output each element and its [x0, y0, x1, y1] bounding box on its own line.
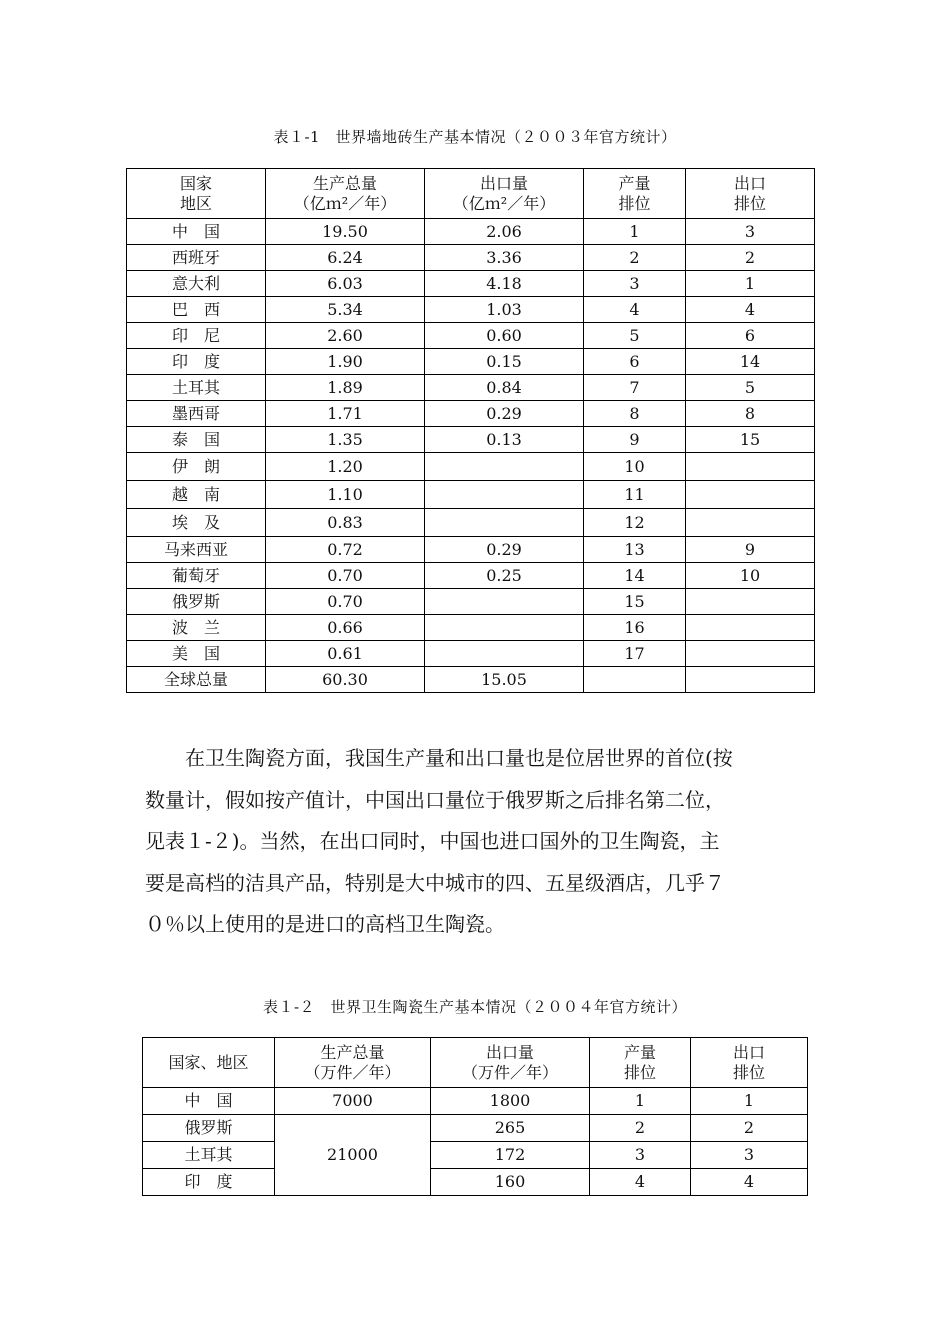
header-line: （万件／年） [304, 1062, 401, 1082]
table-row [127, 453, 815, 481]
cell: 6.24 [266, 245, 425, 271]
header-line: 排位 [618, 193, 651, 213]
cell: 0.15 [425, 349, 584, 375]
table-row [127, 349, 815, 375]
cell: 美 国 [127, 641, 266, 667]
table-row [127, 563, 815, 589]
cell [425, 453, 584, 481]
cell [425, 615, 584, 641]
table-row [127, 481, 815, 509]
cell: 5.34 [266, 297, 425, 323]
cell: 15 [584, 589, 686, 615]
table-row [127, 641, 815, 667]
cell: 0.29 [425, 401, 584, 427]
header-export-rank [691, 1038, 808, 1088]
cell: 埃 及 [127, 509, 266, 537]
cell: 8 [584, 401, 686, 427]
table-row [127, 271, 815, 297]
cell: 2 [691, 1115, 808, 1142]
cell: 巴 西 [127, 297, 266, 323]
cell: 3 [584, 271, 686, 297]
header-production-rank [584, 169, 686, 219]
cell: 0.61 [266, 641, 425, 667]
cell: 1.71 [266, 401, 425, 427]
table-row [143, 1115, 808, 1142]
cell: 7000 [275, 1088, 431, 1115]
cell: 马来西亚 [127, 537, 266, 563]
cell: 1800 [431, 1088, 590, 1115]
cell: 全球总量 [127, 667, 266, 693]
cell: 4 [590, 1169, 691, 1196]
merged-production-cell: 21000 [275, 1115, 431, 1196]
cell: 土耳其 [143, 1142, 275, 1169]
header-production [266, 169, 425, 219]
cell: 波 兰 [127, 615, 266, 641]
cell [425, 589, 584, 615]
cell: 11 [584, 481, 686, 509]
header-export-rank [686, 169, 815, 219]
cell: 俄罗斯 [127, 589, 266, 615]
cell: 5 [686, 375, 815, 401]
cell [425, 509, 584, 537]
header-line: 地区 [179, 193, 212, 213]
tile-production-table [126, 168, 815, 693]
header-line: 排位 [733, 193, 766, 213]
cell: 7 [584, 375, 686, 401]
header-production-rank [590, 1038, 691, 1088]
cell: 4 [584, 297, 686, 323]
table-row [127, 245, 815, 271]
cell: 印 尼 [127, 323, 266, 349]
cell: 2.60 [266, 323, 425, 349]
header-line: 出口 [733, 173, 766, 193]
cell: 3 [691, 1142, 808, 1169]
cell: 中 国 [127, 219, 266, 245]
cell: 印 度 [127, 349, 266, 375]
cell: 5 [584, 323, 686, 349]
header-line: 产量 [623, 1042, 656, 1062]
header-line: 出口量 [479, 173, 528, 193]
cell: 2 [686, 245, 815, 271]
table1-body [127, 219, 815, 693]
cell: 3 [590, 1142, 691, 1169]
cell: 14 [686, 349, 815, 375]
paragraph-line: 在卫生陶瓷方面，我国生产量和出口量也是位居世界的首位(按 [145, 746, 733, 770]
header-line: 出口 [732, 1042, 765, 1062]
table-row [127, 323, 815, 349]
cell: 10 [584, 453, 686, 481]
header-line: （万件／年） [461, 1062, 558, 1082]
cell: 1 [686, 271, 815, 297]
cell: 4.18 [425, 271, 584, 297]
cell: 60.30 [266, 667, 425, 693]
cell: 意大利 [127, 271, 266, 297]
cell: 13 [584, 537, 686, 563]
header-line: 生产总量 [312, 173, 377, 193]
cell: 墨西哥 [127, 401, 266, 427]
header-line: 出口量 [485, 1042, 534, 1062]
paragraph-line: 数量计，假如按产值计，中国出口量位于俄罗斯之后排名第二位， [145, 787, 725, 812]
cell: 土耳其 [127, 375, 266, 401]
cell: 葡萄牙 [127, 563, 266, 589]
cell: 2 [590, 1115, 691, 1142]
header-country [127, 169, 266, 219]
cell: 1 [691, 1088, 808, 1115]
table-header-row [143, 1038, 808, 1088]
header-production [275, 1038, 431, 1088]
cell: 0.29 [425, 537, 584, 563]
cell: 0.84 [425, 375, 584, 401]
cell: 16 [584, 615, 686, 641]
cell: 9 [584, 427, 686, 453]
cell: 0.66 [266, 615, 425, 641]
table-row [143, 1142, 808, 1169]
table-row [143, 1088, 808, 1115]
cell [686, 667, 815, 693]
cell: 8 [686, 401, 815, 427]
header-export [431, 1038, 590, 1088]
cell: 3 [686, 219, 815, 245]
cell [686, 589, 815, 615]
header-line: 排位 [732, 1062, 765, 1082]
header-line: 生产总量 [320, 1042, 385, 1062]
table-row [127, 401, 815, 427]
cell: 0.70 [266, 589, 425, 615]
cell: 2 [584, 245, 686, 271]
table-header-row [127, 169, 815, 219]
table-row [127, 427, 815, 453]
cell: 1.35 [266, 427, 425, 453]
cell: 2.06 [425, 219, 584, 245]
cell: 6 [584, 349, 686, 375]
cell: 17 [584, 641, 686, 667]
table-row [127, 589, 815, 615]
header-line: （亿ｍ²／年） [293, 193, 397, 213]
table2-caption: 表１-２ 世界卫生陶瓷生产基本情况（２００４年官方统计） [262, 998, 688, 1016]
cell: 15.05 [425, 667, 584, 693]
cell: 1.20 [266, 453, 425, 481]
cell: 14 [584, 563, 686, 589]
cell [425, 481, 584, 509]
cell: 15 [686, 427, 815, 453]
cell: 265 [431, 1115, 590, 1142]
cell [686, 509, 815, 537]
cell: 3.36 [425, 245, 584, 271]
header-line: 排位 [623, 1062, 656, 1082]
header-country: 国家、地区 [143, 1038, 275, 1088]
cell: 0.60 [425, 323, 584, 349]
sanitary-ceramics-table [142, 1037, 808, 1196]
cell [425, 641, 584, 667]
cell: 160 [431, 1169, 590, 1196]
cell: 1.03 [425, 297, 584, 323]
cell: 1 [584, 219, 686, 245]
cell: 1.10 [266, 481, 425, 509]
cell: 泰 国 [127, 427, 266, 453]
cell: 0.13 [425, 427, 584, 453]
table-row [127, 219, 815, 245]
cell: 6 [686, 323, 815, 349]
cell: 0.83 [266, 509, 425, 537]
cell: 西班牙 [127, 245, 266, 271]
header-export [425, 169, 584, 219]
cell: 伊 朗 [127, 453, 266, 481]
header-line: 国家 [179, 173, 212, 193]
cell [686, 481, 815, 509]
cell: 1.90 [266, 349, 425, 375]
cell: 6.03 [266, 271, 425, 297]
paragraph-line: 要是高档的洁具产品，特别是大中城市的四、五星级酒店，几乎７ [145, 870, 725, 895]
table-row [127, 297, 815, 323]
ceramics-paragraph [145, 738, 810, 946]
header-line: （亿ｍ²／年） [452, 193, 556, 213]
table1-caption: 表１-1 世界墙地砖生产基本情况（２００３年官方统计） [273, 128, 677, 146]
cell: 0.70 [266, 563, 425, 589]
cell: 4 [691, 1169, 808, 1196]
cell: 越 南 [127, 481, 266, 509]
paragraph-line: 见表１-２)。当然，在出口同时，中国也进口国外的卫生陶瓷，主 [145, 829, 720, 853]
header-line: 产量 [618, 173, 651, 193]
table-row [127, 667, 815, 693]
paragraph-line: ０％以上使用的是进口的高档卫生陶瓷。 [145, 912, 505, 936]
cell: 中 国 [143, 1088, 275, 1115]
cell [584, 667, 686, 693]
table-row [127, 509, 815, 537]
table-row [143, 1169, 808, 1196]
table-row [127, 375, 815, 401]
cell [686, 615, 815, 641]
table-row [127, 537, 815, 563]
cell: 0.25 [425, 563, 584, 589]
cell: 1.89 [266, 375, 425, 401]
cell: 俄罗斯 [143, 1115, 275, 1142]
cell: 4 [686, 297, 815, 323]
table-row [127, 615, 815, 641]
cell: 0.72 [266, 537, 425, 563]
cell [686, 453, 815, 481]
cell [686, 641, 815, 667]
cell: 19.50 [266, 219, 425, 245]
cell: 12 [584, 509, 686, 537]
cell: 172 [431, 1142, 590, 1169]
cell: 印 度 [143, 1169, 275, 1196]
cell: 1 [590, 1088, 691, 1115]
cell: 9 [686, 537, 815, 563]
cell: 10 [686, 563, 815, 589]
